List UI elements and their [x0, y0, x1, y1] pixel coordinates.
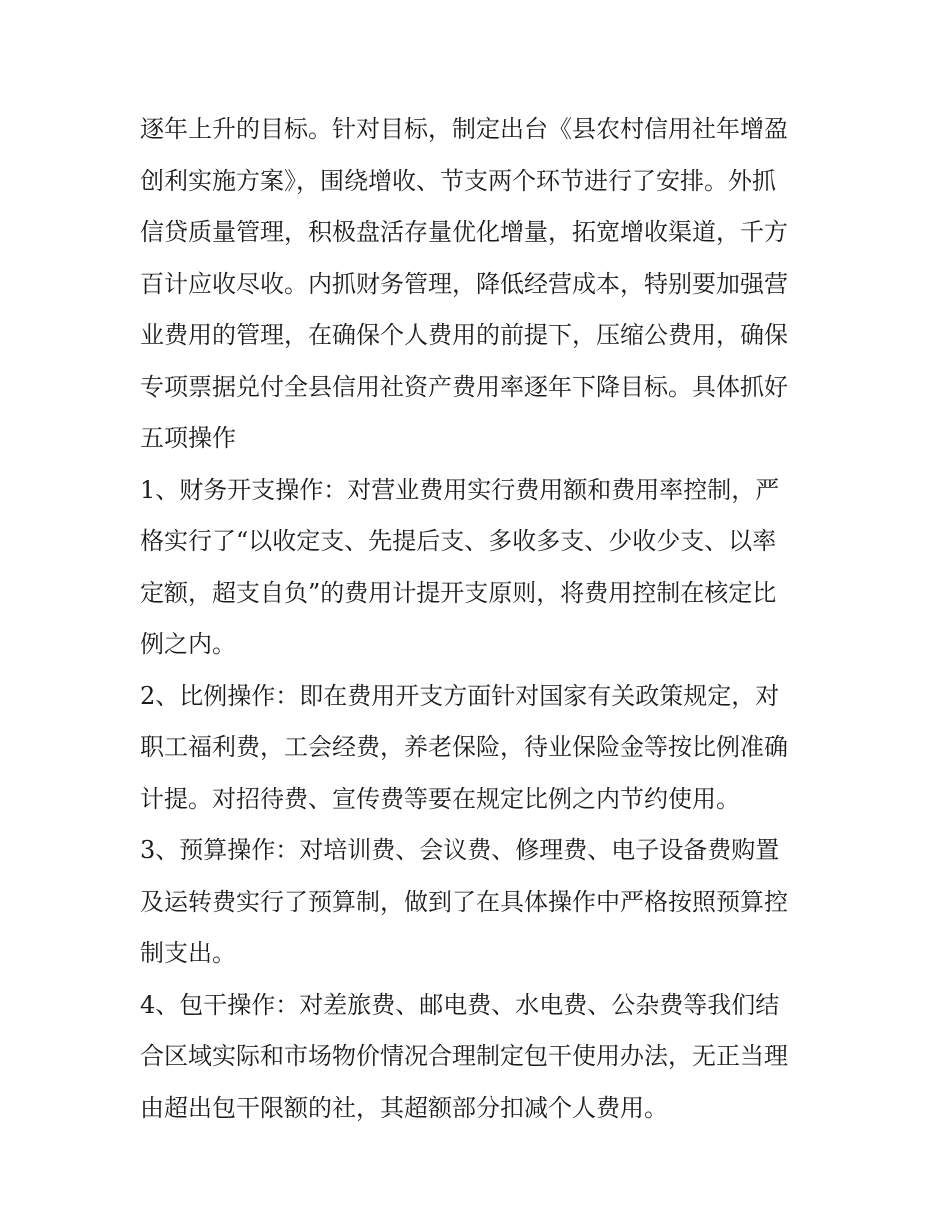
item-line: 2、比例操作：即在费用开支方面针对国家有关政策规定，对 [140, 681, 780, 710]
intro-line: 业费用的管理，在确保个人费用的前提下，压缩公费用，确保 [140, 321, 788, 349]
intro-paragraph [140, 104, 812, 465]
item-financial-expenditure [140, 465, 812, 671]
intro-line: 百计应收尽收。内抓财务管理，降低经营成本，特别要加强营 [140, 269, 788, 298]
item-line: 1、财务开支操作：对营业费用实行费用额和费用率控制，严 [140, 475, 780, 504]
item-line: 3、预算操作：对培训费、会议费、修理费、电子设备费购置 [140, 836, 780, 864]
item-line: 计提。对招待费、宣传费等要在规定比例之内节约使用。 [140, 784, 740, 813]
intro-line: 专项票据兑付全县信用社资产费用率逐年下降目标。具体抓好 [140, 372, 788, 401]
intro-line: 逐年上升的目标。针对目标，制定出台《县农村信用社年增盈 [140, 115, 788, 143]
item-line: 及运转费实行了预算制，做到了在具体操作中严格按照预算控 [140, 887, 788, 916]
item-budget-operation [140, 825, 812, 980]
item-lump-sum-operation [140, 980, 812, 1135]
document-body [140, 104, 812, 1134]
item-line: 格实行了“以收定支、先提后支、多收多支、少收少支、以率 [140, 527, 777, 555]
item-line: 定额，超支自负”的费用计提开支原则，将费用控制在核定比 [140, 578, 777, 607]
item-line: 职工福利费，工会经费，养老保险，待业保险金等按比例准确 [140, 733, 788, 761]
intro-line: 信贷质量管理，积极盘活存量优化增量，拓宽增收渠道，千方 [140, 218, 788, 246]
item-line: 例之内。 [140, 630, 236, 658]
item-line: 制支出。 [140, 939, 236, 967]
item-line: 4、包干操作：对差旅费、邮电费、水电费、公杂费等我们结 [140, 990, 780, 1019]
item-line: 由超出包干限额的社，其超额部分扣减个人费用。 [140, 1093, 668, 1122]
intro-line: 创利实施方案》，围绕增收、节支两个环节进行了安排。外抓 [140, 166, 776, 195]
intro-line: 五项操作 [140, 424, 236, 452]
item-line: 合区域实际和市场物价情况合理制定包干使用办法，无正当理 [140, 1042, 788, 1070]
item-ratio-operation [140, 671, 812, 826]
